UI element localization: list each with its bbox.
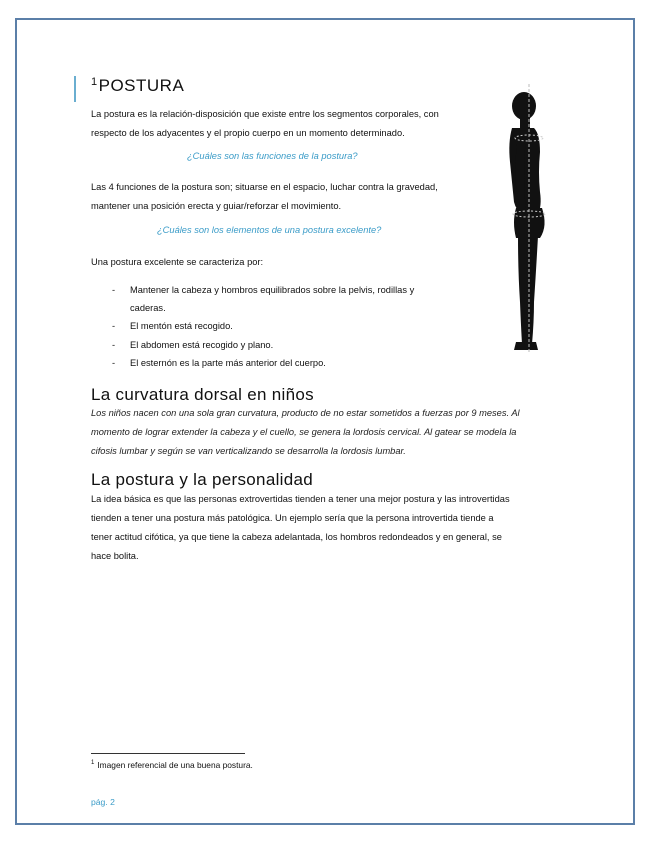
characteristics-intro: Una postura excelente se caracteriza por: xyxy=(91,257,264,267)
footnote xyxy=(91,760,253,770)
list-item-line-2: caderas. xyxy=(130,303,166,313)
curvature-line-3: cifosis lumbar y según se van verticalizando se desarrolla la lordosis lumbar. xyxy=(91,446,406,456)
personality-line-1: La idea básica es que las personas extrovertidas tienden a tener una mejor postura y las introvertidas xyxy=(91,494,510,504)
list-item-text: El abdomen está recogido y plano. xyxy=(130,340,274,350)
section-heading-personality: La postura y la personalidad xyxy=(91,470,313,489)
list-item-text: El mentón está recogido. xyxy=(130,321,233,331)
personality-line-2: tienden a tener una postura más patológica. Un ejemplo sería que la persona introvertida tiende a xyxy=(91,513,494,523)
title-text: POSTURA xyxy=(98,76,185,95)
list-item xyxy=(112,281,462,317)
personality-line-4: hace bolita. xyxy=(91,551,139,561)
question-elements: ¿Cuáles son los elementos de una postura excelente? xyxy=(157,225,382,235)
personality-line-3: tener actitud cifótica, ya que tiene la cabeza adelantada, los hombros redondeados y en general, se xyxy=(91,532,502,542)
footnote-ref: 1 xyxy=(91,76,98,88)
heading-accent-bar xyxy=(74,76,76,102)
intro-line-2: respecto de los adyacentes y el propio cuerpo en un momento determinado. xyxy=(91,128,405,138)
footnote-text: Imagen referencial de una buena postura. xyxy=(97,760,253,770)
functions-paragraph xyxy=(91,178,438,216)
question-functions: ¿Cuáles son las funciones de la postura? xyxy=(187,151,358,161)
footnote-number: 1 xyxy=(91,760,95,766)
page-title xyxy=(91,76,184,96)
list-item-line-1: Mantener la cabeza y hombros equilibrados sobre la pelvis, rodillas y xyxy=(130,285,415,295)
intro-paragraph xyxy=(91,105,439,143)
curvature-paragraph xyxy=(91,404,561,461)
page-number: pág. 2 xyxy=(91,797,115,807)
bullet-dash: - xyxy=(112,358,116,368)
bullet-dash: - xyxy=(112,340,116,350)
posture-silhouette-image xyxy=(478,82,580,360)
intro-line-1: La postura es la relación-disposición que existe entre los segmentos corporales, con xyxy=(91,109,439,119)
bullet-dash: - xyxy=(112,285,116,295)
functions-line-1: Las 4 funciones de la postura son; situarse en el espacio, luchar contra la gravedad, xyxy=(91,182,438,192)
list-item-text: El esternón es la parte más anterior del cuerpo. xyxy=(130,358,326,368)
personality-paragraph xyxy=(91,490,571,566)
curvature-line-2: momento de lograr extender la cabeza y el cuello, se genera la lordosis cervical. Al gatear se modela la xyxy=(91,427,517,437)
footnote-separator xyxy=(91,753,245,754)
functions-line-2: mantener una posición erecta y guiar/reforzar el movimiento. xyxy=(91,201,342,211)
bullet-dash: - xyxy=(112,321,116,331)
section-heading-curvature: La curvatura dorsal en niños xyxy=(91,385,314,404)
curvature-line-1: Los niños nacen con una sola gran curvatura, producto de no estar sometidos a fuerzas por 9 meses. Al xyxy=(91,408,520,418)
